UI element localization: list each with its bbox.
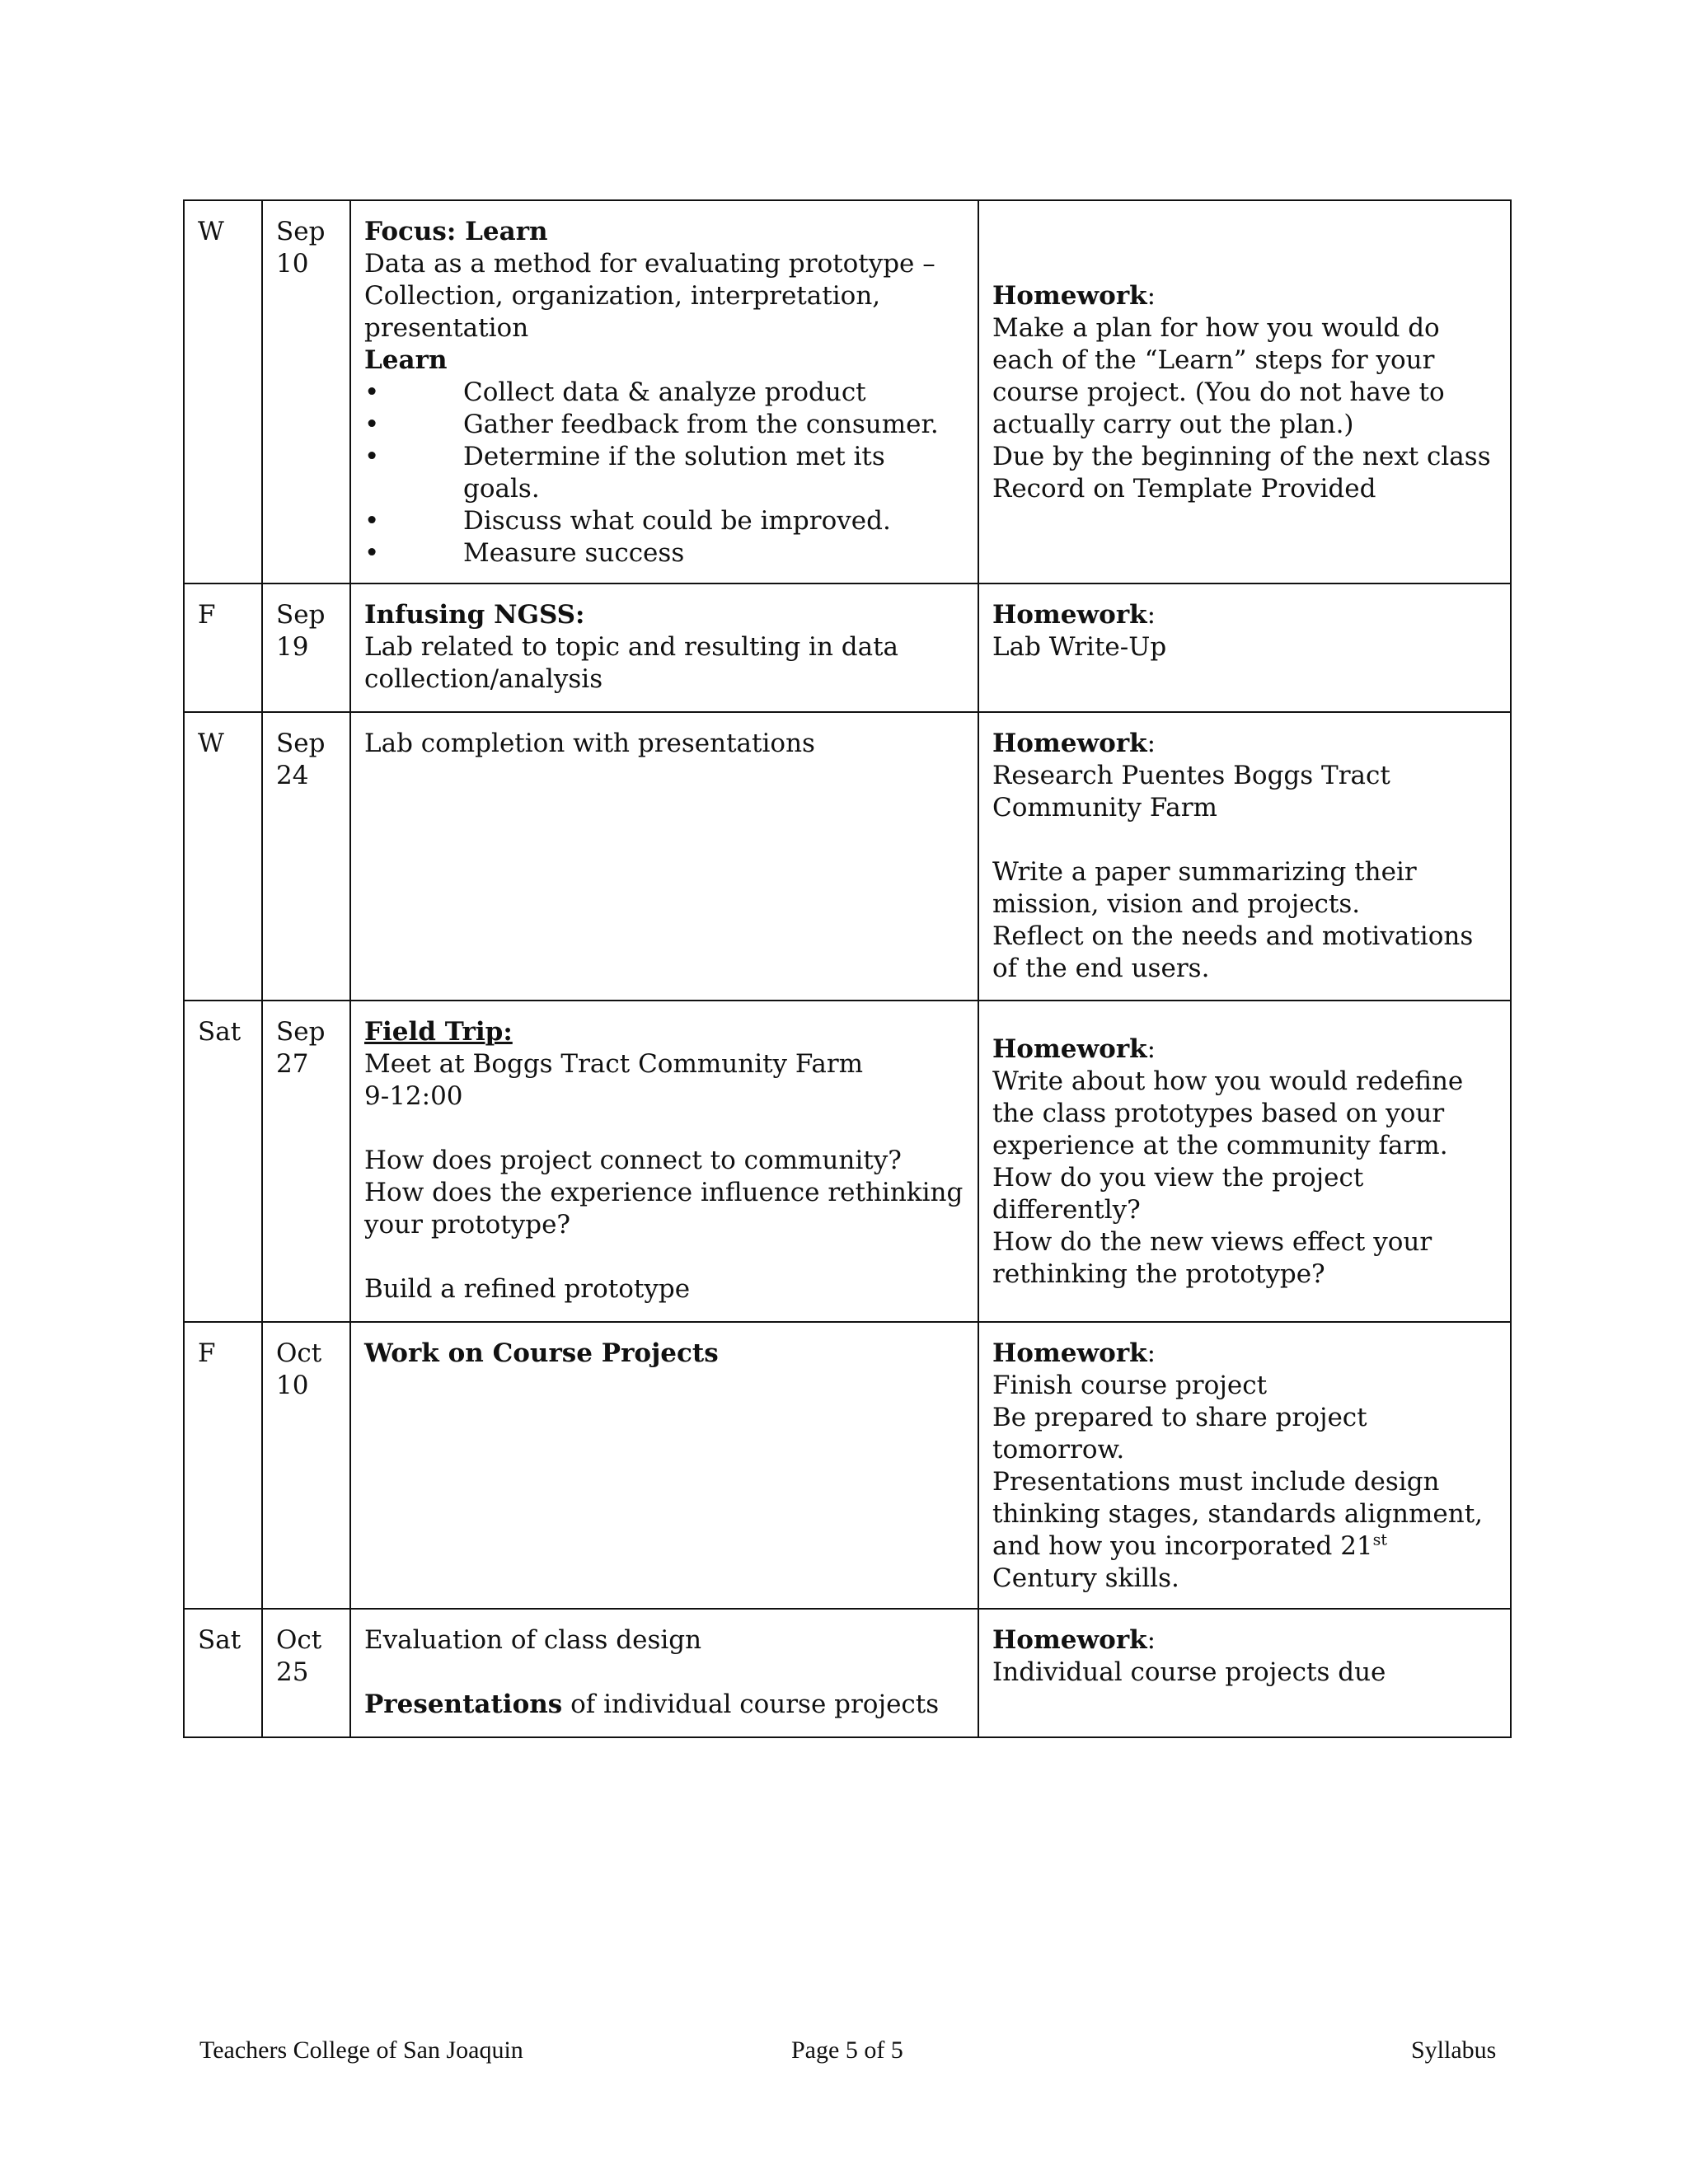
table-row: [184, 583, 1511, 712]
homework-text: Be prepared to share project tomorrow.: [992, 1403, 1367, 1465]
topic-cell: [350, 1609, 978, 1737]
day-text: F: [198, 1338, 216, 1368]
schedule-table: [183, 199, 1512, 1738]
date-cell: [262, 1001, 350, 1322]
date-text: 19: [276, 632, 309, 662]
topic-cell: [350, 1001, 978, 1322]
homework-cell: [978, 1001, 1511, 1322]
homework-text: Write a paper summarizing their mission, vision and projects.: [992, 857, 1417, 919]
homework-cell: [978, 200, 1511, 583]
homework-text: How do the new views effect your rethinking the prototype?: [992, 1227, 1432, 1289]
topic-heading: Infusing NGSS:: [364, 600, 585, 630]
date-cell: [262, 1609, 350, 1737]
homework-colon: :: [1146, 600, 1156, 630]
month-text: Sep: [276, 217, 326, 246]
homework-text: Write about how you would redefine the class prototypes based on your experience at the community farm.: [992, 1066, 1464, 1160]
homework-text: Lab Write-Up: [992, 632, 1167, 662]
day-cell: [184, 712, 262, 1001]
date-text: 24: [276, 761, 309, 790]
list-item: • Measure success: [364, 537, 964, 569]
topic-text: Lab related to topic and resulting in data collection/analysis: [364, 632, 899, 694]
topic-text: Lab completion with presentations: [364, 729, 815, 758]
topic-text: Meet at Boggs Tract Community Farm: [364, 1049, 864, 1079]
footer-institution: Teachers College of San Joaquin: [199, 2036, 523, 2064]
topic-heading: Focus: Learn: [364, 217, 548, 246]
date-text: 10: [276, 1371, 309, 1400]
homework-colon: :: [1146, 1034, 1156, 1064]
homework-colon: :: [1146, 729, 1156, 758]
homework-cell: [978, 1322, 1511, 1609]
day-text: Sat: [198, 1017, 241, 1047]
topic-subheading: Learn: [364, 345, 448, 375]
homework-text: Presentations must include design thinking stages, standards alignment, and how you incorporated 21st Century skills.: [992, 1467, 1484, 1593]
homework-heading: [992, 1338, 1497, 1370]
homework-cell: [978, 712, 1511, 1001]
month-text: Oct: [276, 1338, 322, 1368]
topic-heading: Field Trip:: [364, 1017, 513, 1047]
month-text: Sep: [276, 600, 326, 630]
homework-text: Individual course projects due: [992, 1657, 1386, 1687]
homework-label: Homework: [992, 1625, 1147, 1655]
day-text: Sat: [198, 1625, 241, 1655]
day-cell: [184, 1322, 262, 1609]
homework-colon: :: [1146, 281, 1156, 311]
month-text: Oct: [276, 1625, 322, 1655]
topic-text: How does the experience influence rethinking your prototype?: [364, 1178, 964, 1240]
homework-heading: [992, 599, 1497, 631]
homework-text: Due by the beginning of the next class: [992, 442, 1491, 471]
homework-heading: [992, 728, 1497, 760]
homework-colon: :: [1146, 1625, 1156, 1655]
day-text: W: [198, 729, 224, 758]
table-row: [184, 1609, 1511, 1737]
topic-text: Data as a method for evaluating prototype – Collection, organization, interpretation, presentation: [364, 249, 935, 343]
topic-text: Presentations of individual course projects: [364, 1690, 940, 1719]
date-text: 25: [276, 1657, 309, 1687]
date-text: 10: [276, 249, 309, 279]
date-cell: [262, 1322, 350, 1609]
homework-heading: [992, 280, 1497, 312]
topic-cell: [350, 712, 978, 1001]
homework-label: Homework: [992, 1034, 1147, 1064]
topic-cell: [350, 200, 978, 583]
day-cell: [184, 1001, 262, 1322]
homework-cell: [978, 1609, 1511, 1737]
table-row: [184, 200, 1511, 583]
topic-text: Evaluation of class design: [364, 1625, 702, 1655]
month-text: Sep: [276, 729, 326, 758]
day-cell: [184, 200, 262, 583]
footer-page-number: Page 5 of 5: [791, 2036, 903, 2064]
homework-label: Homework: [992, 600, 1147, 630]
homework-label: Homework: [992, 1338, 1147, 1368]
homework-colon: :: [1146, 1338, 1156, 1368]
homework-text: Make a plan for how you would do each of the “Learn” steps for your course project. (You do not have to actually carry out the plan.): [992, 313, 1445, 439]
topic-text: How does project connect to community?: [364, 1146, 902, 1175]
topic-text: Build a refined prototype: [364, 1274, 691, 1304]
day-cell: [184, 1609, 262, 1737]
list-item: • Determine if the solution met its goals.: [364, 441, 964, 505]
list-item: • Discuss what could be improved.: [364, 505, 964, 537]
homework-text: Research Puentes Boggs Tract Community Farm: [992, 761, 1390, 823]
table-row: [184, 1001, 1511, 1322]
homework-text: Finish course project: [992, 1371, 1268, 1400]
list-item: • Collect data & analyze product: [364, 377, 964, 409]
homework-label: Homework: [992, 729, 1147, 758]
homework-text: Record on Template Provided: [992, 474, 1376, 504]
date-cell: [262, 583, 350, 712]
topic-text: 9-12:00: [364, 1081, 463, 1111]
day-cell: [184, 583, 262, 712]
footer-document-type: Syllabus: [1411, 2036, 1497, 2064]
homework-text: How do you view the project differently?: [992, 1163, 1364, 1225]
date-cell: [262, 712, 350, 1001]
homework-cell: [978, 583, 1511, 712]
table-row: [184, 1322, 1511, 1609]
day-text: F: [198, 600, 216, 630]
date-cell: [262, 200, 350, 583]
homework-text: Reflect on the needs and motivations of the end users.: [992, 921, 1474, 983]
month-text: Sep: [276, 1017, 326, 1047]
topic-cell: [350, 583, 978, 712]
topic-cell: [350, 1322, 978, 1609]
bullet-list: [364, 377, 964, 569]
table-row: [184, 712, 1511, 1001]
day-text: W: [198, 217, 224, 246]
homework-heading: [992, 1033, 1497, 1066]
homework-label: Homework: [992, 281, 1147, 311]
list-item: • Gather feedback from the consumer.: [364, 409, 964, 441]
homework-heading: [992, 1624, 1497, 1657]
topic-heading: Work on Course Projects: [364, 1338, 719, 1368]
date-text: 27: [276, 1049, 309, 1079]
